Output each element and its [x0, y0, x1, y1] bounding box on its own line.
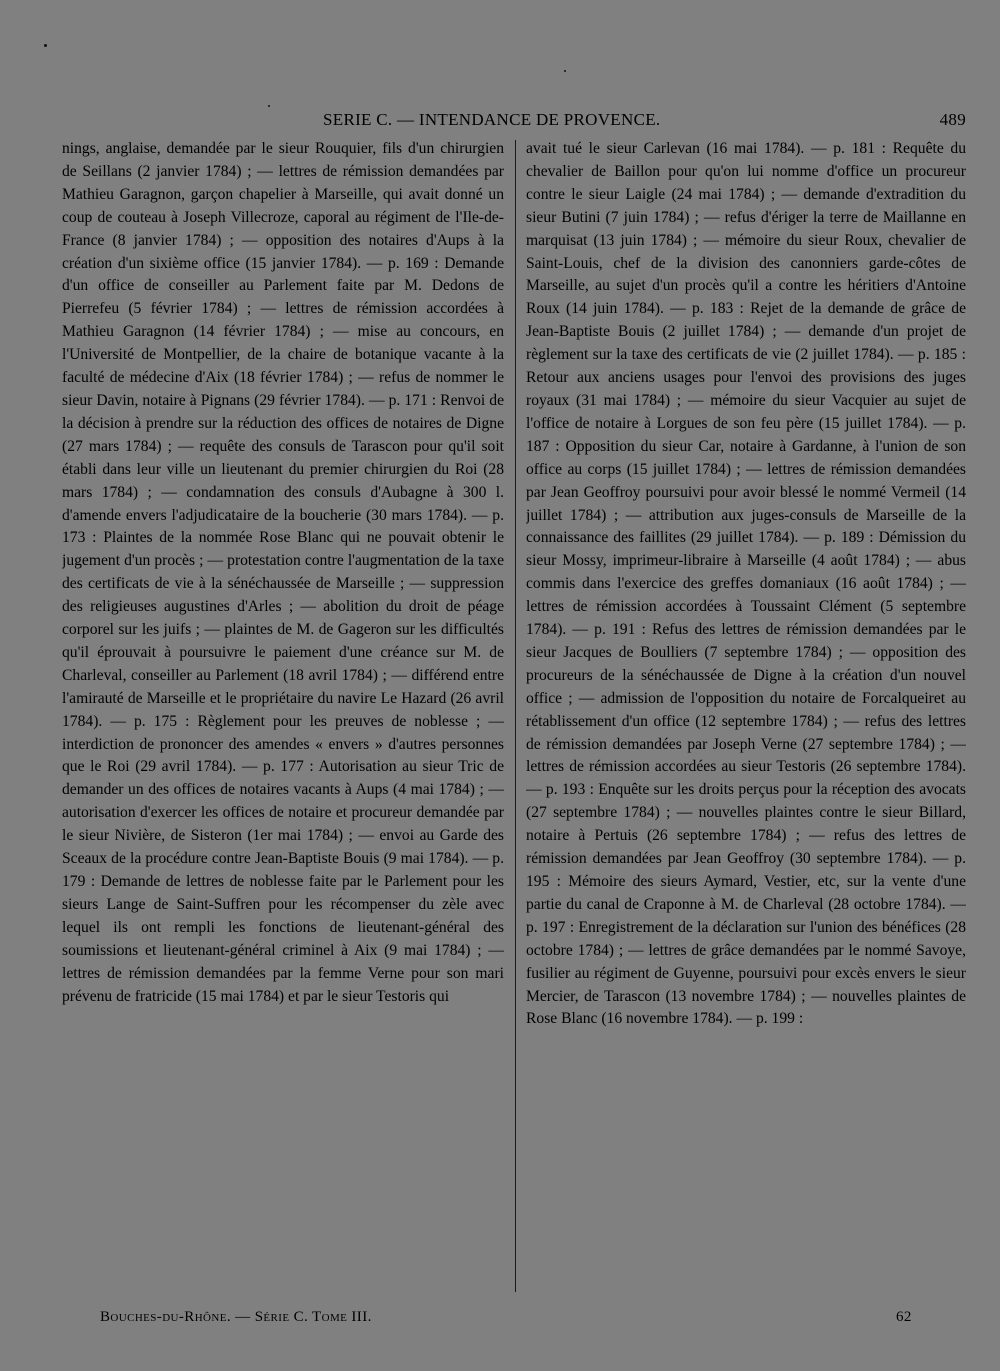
running-title: SERIE C. — INTENDANCE DE PROVENCE.	[323, 110, 661, 129]
footer-signature-number: 62	[896, 1309, 912, 1325]
page-number: 489	[939, 110, 966, 129]
text-column-left	[62, 138, 504, 1292]
column-text-right: avait tué le sieur Carlevan (16 mai 1784). — p. 181 : Requête du chevalier de Baillon pour qu'on lui nomme d'office un procureur contre le sieur Laigle (24 mai 1784) ; — demande d'extradition du sieur Butini (7 juin 1784) ; — refus d'ériger la terre de Maillanne en marquisat (13 juin 1784) ; — mémoire du sieur Roux, chevalier de Saint-Louis, chef de la division des canonniers garde-côtes de Marseille, au sujet d'un procès qu'il a contre les héritiers d'Antoine Roux (14 juin 1784). — p. 183 : Rejet de la demande de grâce de Jean-Baptiste Bouis (2 juillet 1784) ; — demande d'un projet de règlement sur la taxe des certificats de vie (2 juillet 1784). — p. 185 : Retour aux anciens usages pour l'envoi des provisions des juges royaux (31 mai 1784) ; — mémoire du sieur Vacquier au sujet de l'office de notaire à Lorgues de son feu père (15 juillet 1784). — p. 187 : Opposition du sieur Car, notaire à Gardanne, à l'union de son office au corps (15 juillet 1784) ; — lettres de rémission demandées par Jean Geoffroy poursuivi pour avoir blessé le nommé Vermeil (14 juillet 1784) ; — attribution aux juges-consuls de Marseille de la connaissance des faillites (29 juillet 1784). — p. 189 : Démission du sieur Mossy, imprimeur-libraire à Marseille (4 août 1784) ; — abus commis dans l'exercice des greffes domaniaux (16 août 1784) ; — lettres de rémission accordées à Toussaint Clément (5 septembre 1784). — p. 191 : Refus des lettres de rémission demandées par le sieur Jacques de Boulliers (7 septembre 1784) ; — opposition des procureurs de la sénéchaussée de Digne à la création d'un nouvel office ; — admission de l'opposition du notaire de Forcalqueiret au rétablissement d'un office (12 septembre 1784) ; — refus des lettres de rémission demandées par Joseph Verne (27 septembre 1784) ; — lettres de rémission accordées au sieur Testoris (26 septembre 1784). — p. 193 : Enquête sur les droits perçus pour la réception des avocats (27 septembre 1784) ; — nouvelles plaintes contre le sieur Billard, notaire à Pertuis (26 septembre 1784) ; — refus des lettres de rémission demandées par Jean Geoffroy (30 septembre 1784). — p. 195 : Mémoire des sieurs Aymard, Vestier, etc, sur la vente d'une partie du canal de Craponne à M. de Charleval (28 octobre 1784). — p. 197 : Enregistrement de la déclaration sur l'union des bénéfices (28 octobre 1784) ; — lettres de grâce demandées par le nommé Savoye, fusilier au régiment de Guyenne, poursuivi pour excès envers le sieur Mercier, de Tarascon (13 novembre 1784) ; — nouvelles plaintes de Rose Blanc (16 novembre 1784). — p. 199 :	[526, 140, 966, 1028]
scan-speck	[268, 105, 270, 107]
page-footer	[100, 1309, 966, 1333]
footer-series-label: Bouches-du-Rhône. — Série C. Tome III.	[100, 1309, 372, 1325]
text-column-right	[526, 138, 966, 1292]
page-header	[100, 108, 966, 134]
column-text-left: nings, anglaise, demandée par le sieur Rouquier, fils d'un chirurgien de Seillans (2 janvier 1784) ; — lettres de rémission demandées par Mathieu Garagnon, garçon chapelier à Marseille, qui avait donné un coup de couteau à Joseph Villecroze, caporal au régiment de l'Ile-de-France (8 janvier 1784) ; — opposition des notaires d'Aups à la création d'un sixième office (15 janvier 1784). — p. 169 : Demande d'un office de conseiller au Parlement faite par M. Dedons de Pierrefeu (5 février 1784) ; — lettres de rémission accordées à Mathieu Garagnon (14 février 1784) ; — mise au concours, en l'Université de Montpellier, de la chaire de botanique vacante à la faculté de médecine d'Aix (18 février 1784) ; — refus de nommer le sieur Davin, notaire à Pignans (29 février 1784). — p. 171 : Renvoi de la décision à prendre sur la réduction des offices de notaires de Digne (27 mars 1784) ; — requête des consuls de Tarascon pour qu'il soit établi dans leur ville un lieutenant du premier chirurgien du Roi (28 mars 1784) ; — condamnation des consuls d'Aubagne à 300 l. d'amende envers l'adjudicataire de la boucherie (30 mars 1784). — p. 173 : Plaintes de la nommée Rose Blanc qui ne pouvait obtenir le jugement d'un procès ; — protestation contre l'augmentation de la taxe des certificats de vie à la sénéchaussée de Marseille ; — suppression des religieuses augustines d'Arles ; — abolition du droit de péage corporel sur les juifs ; — plaintes de M. de Gageron sur les difficultés qu'il éprouvait à poursuivre le paiement d'une créance sur M. de Charleval, conseiller au Parlement (18 avril 1784) ; — différend entre l'amirauté de Marseille et le propriétaire du navire Le Hazard (26 avril 1784). — p. 175 : Règlement pour les preuves de noblesse ; — interdiction de prononcer des amendes « envers » d'autres personnes que le Roi (29 avril 1784). — p. 177 : Autorisation au sieur Tric de demander un des offices de notaires vacants à Aups (4 mai 1784) ; — autorisation d'exercer les offices de notaire et procureur demandée par le sieur Nivière, de Sisteron (1er mai 1784) ; — envoi au Garde des Sceaux de la procédure contre Jean-Baptiste Bouis (9 mai 1784). — p. 179 : Demande de lettres de noblesse faite par le Parlement pour les sieurs Lange de Saint-Suffren pour les récompenser du zèle avec lequel ils ont rempli les fonctions de lieutenant-général des soumissions et lieutenant-général criminel à Aix (9 mai 1784) ; — lettres de rémission demandées par la femme Verne pour son mari prévenu de fratricide (15 mai 1784) et par le sieur Testoris qui	[62, 140, 504, 1005]
column-divider	[515, 140, 516, 1292]
scan-speck	[44, 44, 47, 47]
scan-speck	[564, 70, 566, 72]
